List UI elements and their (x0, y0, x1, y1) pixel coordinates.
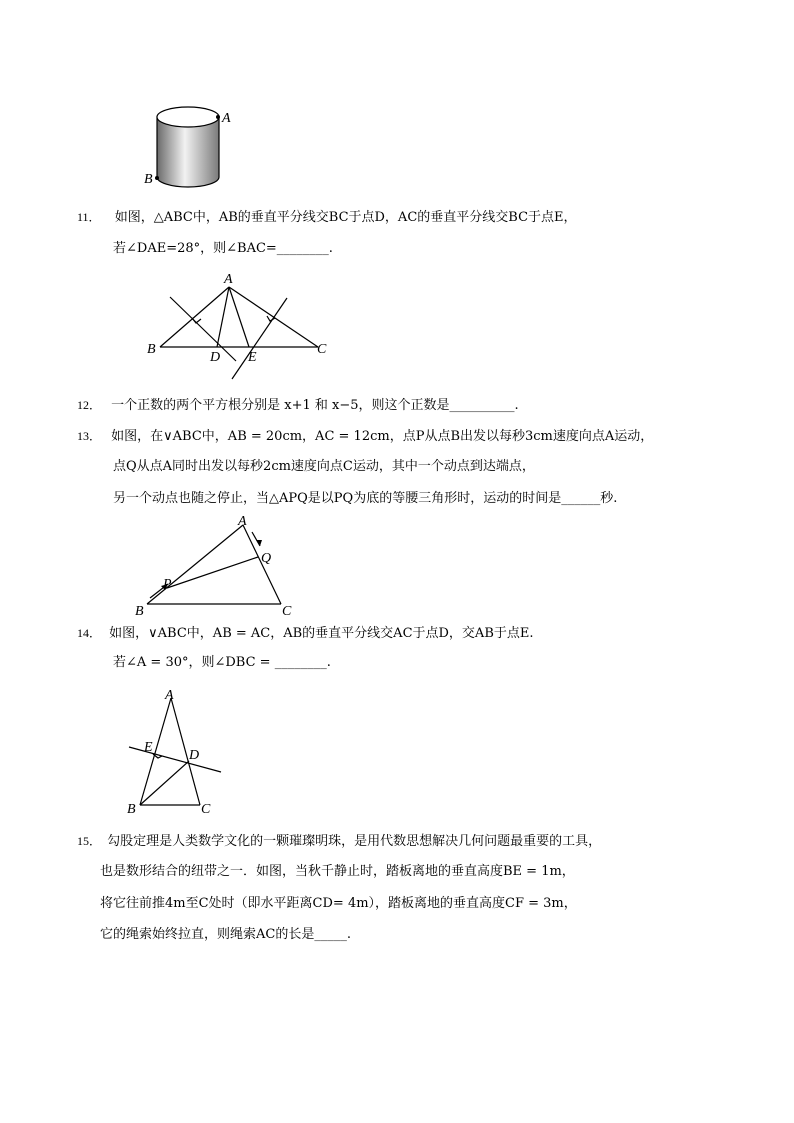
q14-number: 14． (77, 626, 102, 640)
q14-line2: 若∠A = 30°，则∠DBC = ________. (113, 655, 331, 670)
q14-figure (120, 683, 230, 818)
q13-line2: 点Q从点A同时出发以每秒2cm速度向点C运动，其中一个动点到达端点， (113, 459, 535, 474)
q11-label-e: E (248, 350, 257, 365)
q11-label-b: B (147, 342, 156, 357)
q13-figure (130, 512, 300, 620)
q15-line4: 它的绳索始终拉直，则绳索AC的长是_____. (100, 927, 351, 942)
q14-label-b: B (127, 802, 136, 817)
q14-line1 (77, 625, 534, 642)
q12-text: 一个正数的两个平方根分别是 x+1 和 x−5，则这个正数是__________. (111, 398, 519, 413)
q11-text1: 如图，△ABC中，AB的垂直平分线交BC于点D，AC的垂直平分线交BC于点E， (114, 210, 577, 225)
q12-line (77, 397, 519, 414)
q15-line2: 也是数形结合的纽带之一．如图，当秋千静止时，踏板离地的垂直高度BE = 1m， (100, 864, 575, 879)
cylinder-figure (140, 100, 250, 195)
q15-text1: 勾股定理是人类数学文化的一颗璀璨明珠，是用代数思想解决几何问题最重要的工具， (107, 834, 602, 849)
q11-label-c: C (317, 342, 327, 357)
q13-line3: 另一个动点也随之停止，当△APQ是以PQ为底的等腰三角形时，运动的时间是______秒. (113, 491, 618, 506)
q11-number: 11． (77, 210, 101, 224)
q11-figure (140, 266, 340, 386)
q15-line3: 将它往前推4m至C处时（即水平距离CD= 4m），踏板离地的垂直高度CF = 3m， (100, 896, 577, 911)
q14-label-c: C (201, 802, 211, 817)
q13-label-q: Q (261, 551, 272, 566)
q13-number: 13． (77, 429, 102, 443)
q15-line1 (77, 833, 601, 850)
q14-label-d: D (189, 748, 200, 763)
q13-label-p: P (163, 577, 172, 592)
q13-text1: 如图，在∨ABC中，AB = 20cm，AC = 12cm，点P从点B出发以每秒3cm速度向点A运动， (111, 429, 654, 444)
q11-label-a: A (224, 272, 233, 287)
q14-label-a: A (165, 688, 174, 703)
q11-line1 (77, 209, 577, 226)
q11-line2: 若∠DAE=28°，则∠BAC=________. (113, 241, 333, 256)
q13-label-c: C (282, 604, 292, 619)
q12-number: 12． (77, 398, 102, 412)
q13-label-a: A (238, 514, 247, 529)
q14-text1: 如图，∨ABC中，AB = AC，AB的垂直平分线交AC于点D，交AB于点E. (109, 626, 534, 641)
q13-line1 (77, 428, 653, 445)
cylinder-label-b: B (144, 172, 153, 187)
q15-number: 15． (77, 834, 102, 848)
cylinder-label-a: A (222, 111, 231, 126)
q14-label-e: E (144, 740, 153, 755)
q11-label-d: D (210, 350, 221, 365)
q13-label-b: B (135, 604, 144, 619)
